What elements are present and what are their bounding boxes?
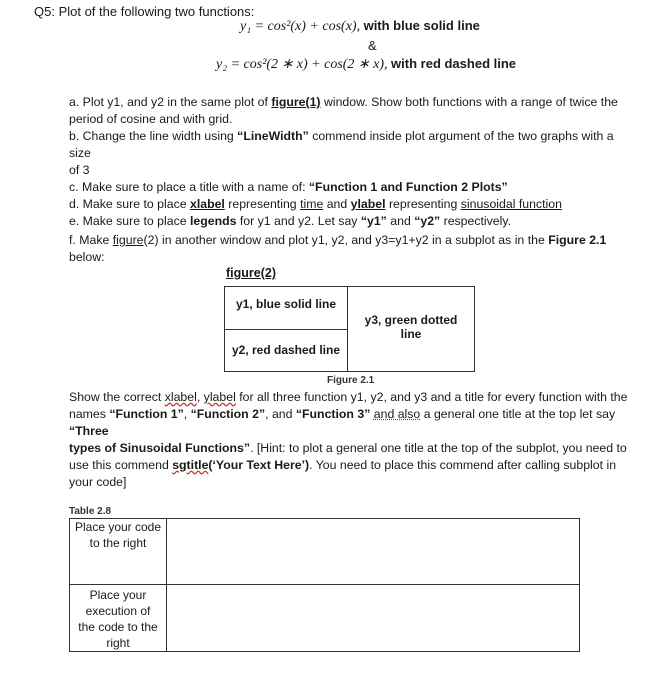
part-a-line1 bbox=[69, 94, 629, 111]
instr-l1-comma: , bbox=[196, 390, 204, 404]
part-f-line1 bbox=[69, 232, 629, 249]
instr-l2-c2: , and bbox=[265, 407, 296, 421]
exec-label-line2: execution of bbox=[85, 604, 151, 618]
instructions bbox=[69, 389, 629, 491]
code-label-cell bbox=[70, 519, 167, 585]
cell-y2-style: dashed line bbox=[274, 343, 341, 357]
part-d-mid2: and bbox=[323, 197, 351, 211]
part-b-line2: of 3 bbox=[69, 163, 90, 177]
equation-y2-expression: y₂ = cos²(2 ∗ x) + cos(2 ∗ x), bbox=[216, 57, 388, 72]
legend-y1: “y1” bbox=[360, 214, 387, 228]
part-c-text: c. Make sure to place a title with a name of: bbox=[69, 180, 309, 194]
instr-xlabel: xlabel bbox=[164, 390, 197, 404]
cell-y1-name: y1 bbox=[235, 297, 250, 311]
ylabel-ref: ylabel bbox=[350, 197, 386, 211]
equation-y1-style: with blue solid line bbox=[363, 18, 480, 33]
cell-y3-line1: y3, green dotted bbox=[364, 313, 458, 327]
figure-caption: Figure 2.1 bbox=[327, 375, 375, 386]
linewidth-ref: “LineWidth” bbox=[237, 129, 309, 143]
part-f bbox=[69, 232, 629, 266]
equation-y1-expression: y₁ = cos²(x) + cos(x), bbox=[240, 19, 361, 34]
part-b-text-post: commend inside plot argument of the two graphs with a size bbox=[69, 129, 614, 160]
instr-line1 bbox=[69, 389, 629, 406]
instr-l1-pre: Show the correct bbox=[69, 390, 165, 404]
figure-label: figure(2) bbox=[226, 266, 276, 280]
instr-line2 bbox=[69, 406, 629, 440]
part-a-text-post: window. Show both functions with a range of twice the bbox=[320, 95, 618, 109]
instr-function3: “Function 3” bbox=[295, 407, 371, 421]
xlabel-ref: xlabel bbox=[189, 197, 225, 211]
code-label-line1: Place your code bbox=[74, 520, 162, 534]
instr-l3-post: . [Hint: to plot a general one title at the top of the subplot, you need to bbox=[250, 441, 627, 455]
instr-sgtitle: sgtitle bbox=[172, 458, 209, 472]
instr-function2: “Function 2” bbox=[190, 407, 266, 421]
code-input-cell[interactable] bbox=[167, 519, 580, 585]
instr-and-also: and also bbox=[373, 407, 421, 421]
equation-y2 bbox=[216, 56, 516, 73]
subplot-diagram bbox=[224, 286, 475, 372]
legend-y2: “y2” bbox=[414, 214, 441, 228]
instr-l2-c1: , bbox=[183, 407, 191, 421]
part-c-title: “Function 1 and Function 2 Plots” bbox=[308, 180, 508, 194]
part-f-text: f. Make bbox=[69, 233, 113, 247]
part-b-line1 bbox=[69, 128, 629, 162]
part-e-mid: for y1 and y2. Let say bbox=[236, 214, 361, 228]
instr-line4 bbox=[69, 457, 629, 474]
ampersand: & bbox=[368, 38, 377, 53]
subplot-left-column bbox=[225, 287, 348, 371]
code-label-line2: to the right bbox=[89, 536, 147, 550]
instr-line5: your code] bbox=[69, 475, 127, 489]
exec-label-line3: the code to the bbox=[78, 620, 158, 634]
instr-ylabel: ylabel bbox=[203, 390, 236, 404]
instr-general-title: types of Sinusoidal Functions” bbox=[69, 441, 251, 455]
instr-sgtitle-arg: (‘Your Text Here’) bbox=[208, 458, 310, 472]
table-row bbox=[70, 585, 580, 652]
answer-table bbox=[69, 518, 580, 652]
time-ref: time bbox=[300, 197, 324, 211]
part-d-text: d. Make sure to place bbox=[69, 197, 190, 211]
instr-l2-pre: names bbox=[69, 407, 110, 421]
part-e-and: and bbox=[386, 214, 415, 228]
part-e-text: e. Make sure to place bbox=[69, 214, 190, 228]
part-e-end: respectively. bbox=[440, 214, 512, 228]
cell-y3-line2: line bbox=[400, 327, 422, 341]
part-c bbox=[69, 179, 629, 196]
part-b-text: b. Change the line width using bbox=[69, 129, 238, 143]
instr-function1: “Function 1” bbox=[109, 407, 184, 421]
instr-l4-post: . You need to place this commend after calling subplot in bbox=[309, 458, 617, 472]
part-d-mid3: representing bbox=[385, 197, 461, 211]
figure1-ref: figure(1) bbox=[271, 95, 321, 109]
cell-y1-style: , blue solid line bbox=[249, 297, 337, 311]
cell-y1-label bbox=[225, 297, 347, 311]
instr-three: “Three bbox=[69, 424, 109, 438]
parts-list bbox=[69, 94, 629, 230]
part-f-text-post: (2) in another window and plot y1, y2, and y3=y1+y2 in a subplot as in the bbox=[143, 233, 549, 247]
execution-label-cell bbox=[70, 585, 167, 652]
instr-l2-post: a general one title at the top let say bbox=[420, 407, 616, 421]
part-d bbox=[69, 196, 629, 213]
part-d-mid1: representing bbox=[224, 197, 301, 211]
part-a-text: a. Plot y1, and y2 in the same plot of bbox=[69, 95, 272, 109]
subplot-cell-y1 bbox=[225, 287, 347, 330]
cell-y2-label bbox=[225, 343, 347, 357]
instr-l1-post: for all three function y1, y2, and y3 and a title for every function with the bbox=[235, 390, 628, 404]
execution-input-cell[interactable] bbox=[167, 585, 580, 652]
figure2-ref: figure bbox=[112, 233, 144, 247]
table-row bbox=[70, 519, 580, 585]
figure-2-1-ref: Figure 2.1 bbox=[548, 233, 607, 247]
equation-y1 bbox=[240, 18, 480, 35]
legends-ref: legends bbox=[189, 214, 237, 228]
equation-y2-style: with red dashed line bbox=[391, 56, 517, 71]
instr-line3 bbox=[69, 440, 629, 457]
part-e bbox=[69, 213, 629, 230]
cell-y2-name: y2, red bbox=[231, 343, 274, 357]
instr-l4-pre: use this commend bbox=[69, 458, 173, 472]
subplot-cell-y3 bbox=[349, 313, 473, 341]
question-title: Q5: Plot of the following two functions: bbox=[34, 4, 255, 19]
part-f-line2: below: bbox=[69, 250, 105, 264]
exec-label-line1: Place your bbox=[89, 588, 147, 602]
exec-label-line4: right bbox=[106, 636, 130, 650]
part-a-line2: period of cosine and with grid. bbox=[69, 112, 233, 126]
table-caption: Table 2.8 bbox=[69, 506, 112, 517]
sinusoidal-ref: sinusoidal function bbox=[460, 197, 562, 211]
